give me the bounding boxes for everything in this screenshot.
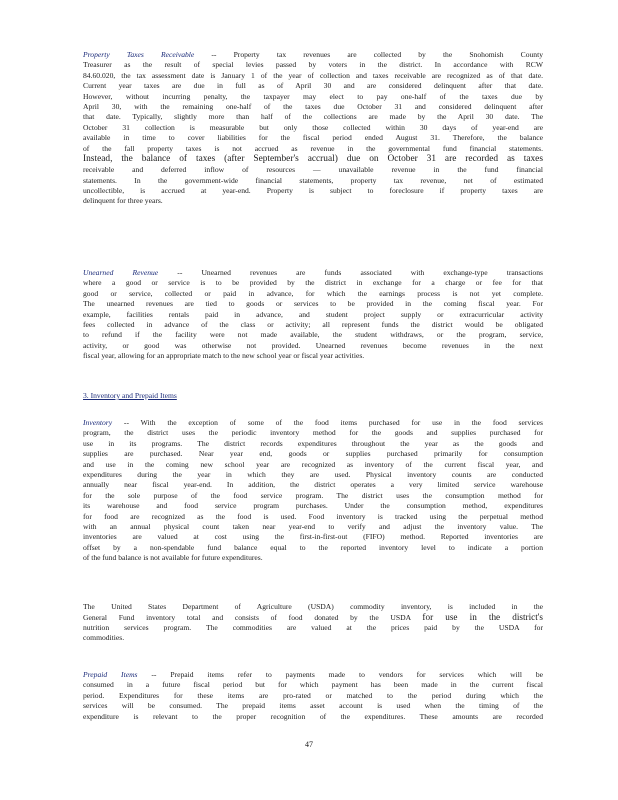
paragraph-text: annually near fiscal year-end. In addition, the district operates a very limited service warehouse <box>83 480 543 490</box>
paragraph-text: Current year taxes are due in full as of April 30 and are considered delinquent after that date. <box>83 81 543 91</box>
paragraph-line <box>83 330 543 340</box>
paragraph-prepaid-items <box>83 670 543 722</box>
paragraph-line <box>83 491 543 501</box>
paragraph-line <box>83 268 543 278</box>
paragraph-text: good or service, collected or paid in advance, for which the earnings process is not yet complete. <box>83 288 543 298</box>
paragraph-text: -- Prepaid items refer to payments made to vendors for services which will be <box>151 670 543 679</box>
paragraph-line <box>83 289 543 299</box>
paragraph-line <box>83 602 543 612</box>
paragraph-line <box>83 470 543 480</box>
paragraph-unearned-revenue <box>83 268 543 362</box>
paragraph-text: activity, or good was otherwise not provided. Unearned revenues become revenues in the next <box>83 340 543 350</box>
paragraph-line <box>83 543 543 553</box>
paragraph-text: -- Property tax revenues are collected by the Snohomish County <box>211 50 543 59</box>
paragraph-text: for the sole purpose of the food service program. The district uses the consumption method for <box>83 490 543 500</box>
paragraph-line <box>83 633 543 643</box>
paragraph-usda-commodity <box>83 602 543 644</box>
paragraph-line <box>83 670 543 680</box>
paragraph-text: offset by a non-spendable fund balance equal to the reported inventory level to indicate a portion <box>83 542 543 552</box>
paragraph-lead-term: Unearned Revenue <box>83 268 159 277</box>
section-heading-text: 3. Inventory and Prepaid Items <box>83 391 177 400</box>
paragraph-text: Treasurer as the result of special levies passed by voters in the district. In accordance with RCW <box>83 60 543 70</box>
paragraph-line <box>83 310 543 320</box>
paragraph-line <box>83 92 543 102</box>
paragraph-text: available in time to cover liabilities for the fiscal period ended August 31. Therefore, the balance <box>83 133 543 143</box>
paragraph-line <box>83 165 543 175</box>
paragraph-text: nutrition services program. The commodities are valued at the prices paid by the USDA for <box>83 622 543 632</box>
paragraph-text: its warehouse and food service program purchases. Under the consumption method, expenditures <box>83 501 543 511</box>
paragraph-text: that date. Typically, slightly more than half of the collections are made by the April 30 date. The <box>83 112 543 122</box>
paragraph-text: consumed in a future fiscal period but for which payment has been made in the current fiscal <box>83 680 543 690</box>
paragraph-line <box>83 196 543 206</box>
paragraph-line <box>83 612 543 622</box>
paragraph-text-emphasis: for use in the district's <box>422 612 543 623</box>
paragraph-text: services will be consumed. The prepaid items asset account is used when the timing of the <box>83 701 543 711</box>
paragraph-line <box>83 278 543 288</box>
paragraph-line <box>83 712 543 722</box>
paragraph-line <box>83 553 543 563</box>
paragraph-text: commodities. <box>83 633 125 643</box>
paragraph-text: with an annual physical count taken near year-end to verify and adjust the inventory value. The <box>83 521 543 531</box>
paragraph-property-taxes <box>83 50 543 207</box>
paragraph-text: fees collected in advance of the class or activity; all represent funds the district would be obligated <box>83 319 543 329</box>
paragraph-text: However, without incurring penalty, the taxpayer may elect to pay one-half of the taxes due by <box>83 91 543 101</box>
paragraph-text: Instead, the balance of taxes (after September's accrual) due on October 31 are recorded as taxes <box>83 153 543 164</box>
paragraph-line <box>83 102 543 112</box>
paragraph-text: -- With the exception of some of the food items purchased for use in the food services <box>123 418 543 427</box>
paragraph-text: use in its programs. The district records expenditures throughout the year as the goods and <box>83 438 543 448</box>
paragraph-line <box>83 351 543 361</box>
paragraph-line <box>83 701 543 711</box>
paragraph-line <box>83 680 543 690</box>
paragraph-line <box>83 320 543 330</box>
paragraph-text: example, facilities rentals paid in advance, and student project supply or extracurricular activity <box>83 309 543 319</box>
paragraph-line <box>83 480 543 490</box>
paragraph-line <box>83 501 543 511</box>
paragraph-line <box>83 186 543 196</box>
paragraph-line <box>83 449 543 459</box>
paragraph-text: program, the district uses the periodic inventory method for the goods and supplies purchased for <box>83 428 543 438</box>
paragraph-text: and use in the coming new school year are recognized as inventory of the current fiscal year, and <box>83 459 543 469</box>
paragraph-line <box>83 623 543 633</box>
paragraph-line <box>83 176 543 186</box>
paragraph-text: for food are recognized as the food is used. Food inventory is tracked using the perpetual method <box>83 511 543 521</box>
page-number: 47 <box>305 740 313 749</box>
paragraph-line <box>83 522 543 532</box>
paragraph-line <box>83 460 543 470</box>
paragraph-line <box>83 71 543 81</box>
paragraph-line <box>83 691 543 701</box>
paragraph-text: October 31 collection is measurable but only those collected within 30 days of year-end are <box>83 122 543 132</box>
paragraph-line <box>83 123 543 133</box>
paragraph-text: delinquent for three years. <box>83 196 163 206</box>
paragraph-line <box>83 418 543 428</box>
paragraph-line <box>83 81 543 91</box>
paragraph-line <box>83 112 543 122</box>
paragraph-line <box>83 428 543 438</box>
paragraph-line <box>83 154 543 165</box>
paragraph-line <box>83 60 543 70</box>
paragraph-lead-term: Prepaid Items <box>83 670 138 679</box>
paragraph-text: statements. In the government-wide financial statements, property tax revenue, net of estimated <box>83 175 543 185</box>
paragraph-text: The United States Department of Agriculture (USDA) commodity inventory, is included in the <box>83 602 543 611</box>
paragraph-text: of the fund balance is not available for future expenditures. <box>83 553 263 563</box>
paragraph-lead-term: Inventory <box>83 418 113 427</box>
paragraph-text: supplies are purchased. Near year end, goods or supplies purchased primarily for consumption <box>83 449 543 459</box>
paragraph-text: expenditure is relevant to the proper recognition of the expenditures. These amounts are recorded <box>83 711 543 721</box>
paragraph-text: inventories are valued at cost using the first-in-first-out (FIFO) method. Reported inventories are <box>83 532 543 542</box>
paragraph-text: The unearned revenues are tied to goods or services to be provided in the coming fiscal year. For <box>83 299 543 309</box>
paragraph-text: of the fall property taxes is not accrued as revenue in the governmental fund financial statements. <box>83 143 543 153</box>
paragraph-text: period. Expenditures for these items are pro-rated or matched to the period during which the <box>83 690 543 700</box>
paragraph-text: -- Unearned revenues are funds associated with exchange-type transactions <box>177 268 543 277</box>
paragraph-text: General Fund inventory total and consists of food donated by the USDA for use in the district's <box>83 612 543 623</box>
paragraph-lead-term: Property Taxes <box>83 50 144 59</box>
paragraph-line <box>83 144 543 154</box>
paragraph-inventory <box>83 418 543 563</box>
paragraph-line <box>83 50 543 60</box>
paragraph-line <box>83 532 543 542</box>
paragraph-text: uncollectible, is accrued at year-end. Property is subject to foreclosure if property taxes are <box>83 186 543 196</box>
paragraph-line <box>83 341 543 351</box>
section-heading <box>83 391 177 401</box>
paragraph-line <box>83 439 543 449</box>
paragraph-line <box>83 299 543 309</box>
paragraph-lead-term: Receivable <box>160 50 195 59</box>
paragraph-text: receivable and deferred inflow of resources — unavailable revenue in the fund financial <box>83 165 543 175</box>
paragraph-text: where a good or service is to be provided by the district in exchange for a charge or fee for that <box>83 278 543 288</box>
paragraph-line <box>83 133 543 143</box>
paragraph-text: 84.60.020, the tax assessment date is January 1 of the year of collection and taxes receivable are recognized as of that date. <box>83 70 543 80</box>
paragraph-text: fiscal year, allowing for an appropriate match to the new school year or fiscal year activities. <box>83 351 365 361</box>
paragraph-text: to refund if the facility were not made available, the student withdraws, or the program, service, <box>83 330 543 340</box>
paragraph-text: expenditures during the year in which they are used. Physical inventory counts are conducted <box>83 469 543 479</box>
paragraph-line <box>83 512 543 522</box>
paragraph-text: April 30, with the remaining one-half of the taxes due October 31 and considered delinquent after <box>83 101 543 111</box>
